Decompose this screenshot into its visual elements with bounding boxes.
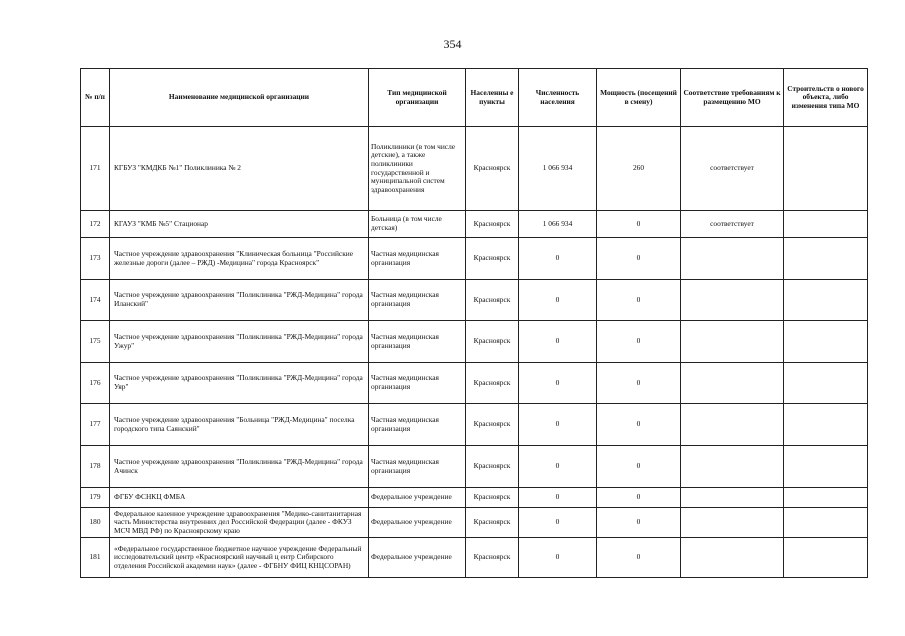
cell-construction: [784, 127, 868, 211]
medical-organizations-table: [80, 68, 868, 578]
cell-locality: Красноярск: [466, 404, 519, 446]
cell-population: 1 066 934: [519, 127, 597, 211]
cell-num: 171: [81, 127, 110, 211]
cell-type: Частная медицинская организация: [369, 238, 466, 280]
cell-compliance: [681, 280, 784, 321]
cell-name: ФГБУ ФСНКЦ ФМБА: [110, 488, 369, 508]
header-locality: Населенны е пункты: [466, 69, 519, 127]
cell-capacity: 0: [597, 488, 681, 508]
header-row: [81, 69, 868, 127]
header-type: Тип медицинской организации: [369, 69, 466, 127]
cell-population: 0: [519, 321, 597, 363]
cell-compliance: [681, 238, 784, 280]
cell-locality: Красноярск: [466, 363, 519, 404]
header-compliance: Соответствие требованиям к размещению МО: [681, 69, 784, 127]
cell-population: 0: [519, 508, 597, 538]
cell-name: Частное учреждение здравоохранения "Поликлиника "РЖД-Медицина" города Ачинск: [110, 446, 369, 488]
table-row: [81, 280, 868, 321]
cell-name: КГАУЗ "КМБ №5" Стационар: [110, 211, 369, 238]
cell-type: Федеральное учреждение: [369, 488, 466, 508]
header-num: № п/п: [81, 69, 110, 127]
cell-name: Частное учреждение здравоохранения "Поликлиника "РЖД-Медицина" города Иланский": [110, 280, 369, 321]
cell-num: 173: [81, 238, 110, 280]
cell-type: Федеральное учреждение: [369, 538, 466, 578]
table-row: [81, 238, 868, 280]
header-population: Численность населения: [519, 69, 597, 127]
cell-name: Частное учреждение здравоохранения "Клиническая больница "Российские железные дороги (далее – РЖД) -Медицина" города Красноярск": [110, 238, 369, 280]
cell-locality: Красноярск: [466, 538, 519, 578]
cell-type: Поликлиники (в том числе детские), а также поликлиники государственной и муниципальной систем здравоохранения: [369, 127, 466, 211]
cell-capacity: 0: [597, 321, 681, 363]
cell-construction: [784, 488, 868, 508]
cell-num: 176: [81, 363, 110, 404]
cell-population: 0: [519, 280, 597, 321]
cell-type: Больница (в том числе детская): [369, 211, 466, 238]
cell-compliance: [681, 363, 784, 404]
cell-capacity: 0: [597, 538, 681, 578]
cell-population: 0: [519, 446, 597, 488]
cell-num: 181: [81, 538, 110, 578]
cell-compliance: [681, 488, 784, 508]
cell-num: 180: [81, 508, 110, 538]
cell-num: 177: [81, 404, 110, 446]
cell-capacity: 0: [597, 363, 681, 404]
header-name: Наименование медицинской организации: [110, 69, 369, 127]
cell-name: Федеральное казенное учреждение здравоохранения "Медико-санитанитарная часть Министерства внутренних дел Российской Федерации (далее - ФКУЗ МСЧ МВД РФ) по Красноярскому краю: [110, 508, 369, 538]
cell-num: 172: [81, 211, 110, 238]
cell-type: Частная медицинская организация: [369, 280, 466, 321]
cell-capacity: 0: [597, 280, 681, 321]
cell-construction: [784, 280, 868, 321]
table-row: [81, 404, 868, 446]
cell-type: Частная медицинская организация: [369, 446, 466, 488]
cell-name: Частное учреждение здравоохранения "Больница "РЖД-Медицина" поселка городского типа Саянский": [110, 404, 369, 446]
cell-locality: Красноярск: [466, 508, 519, 538]
cell-compliance: [681, 508, 784, 538]
cell-construction: [784, 238, 868, 280]
table-row: [81, 363, 868, 404]
cell-compliance: соответствует: [681, 127, 784, 211]
page-number: 354: [443, 37, 462, 51]
cell-construction: [784, 321, 868, 363]
cell-locality: Красноярск: [466, 211, 519, 238]
cell-compliance: [681, 321, 784, 363]
table-row: [81, 211, 868, 238]
cell-name: «Федеральное государственное бюджетное научное учреждение Федеральный исследовательский центр «Красноярский научный ц ентр Сибирского отделения Российской академии наук» (далее - ФГБНУ ФИЦ КНЦСОРАН): [110, 538, 369, 578]
cell-construction: [784, 211, 868, 238]
table-row: [81, 321, 868, 363]
cell-capacity: 0: [597, 508, 681, 538]
cell-population: 0: [519, 363, 597, 404]
cell-compliance: [681, 538, 784, 578]
cell-locality: Красноярск: [466, 280, 519, 321]
cell-type: Частная медицинская организация: [369, 321, 466, 363]
header-construction: Строительств о нового объекта, либо изменения типа МО: [784, 69, 868, 127]
cell-name: Частное учреждение здравоохранения "Поликлиника "РЖД-Медицина" города Уяр": [110, 363, 369, 404]
cell-population: 0: [519, 538, 597, 578]
cell-num: 179: [81, 488, 110, 508]
cell-capacity: 0: [597, 211, 681, 238]
cell-construction: [784, 363, 868, 404]
cell-locality: Красноярск: [466, 488, 519, 508]
cell-name: КГБУЗ "КМДКБ №1" Поликлиника № 2: [110, 127, 369, 211]
header-capacity: Мощность (посещений в смену): [597, 69, 681, 127]
cell-compliance: [681, 404, 784, 446]
cell-locality: Красноярск: [466, 446, 519, 488]
cell-compliance: [681, 446, 784, 488]
table-row: [81, 488, 868, 508]
cell-num: 175: [81, 321, 110, 363]
table-row: [81, 446, 868, 488]
table-row: [81, 508, 868, 538]
table-row: [81, 538, 868, 578]
cell-locality: Красноярск: [466, 238, 519, 280]
cell-population: 0: [519, 488, 597, 508]
cell-locality: Красноярск: [466, 127, 519, 211]
cell-num: 178: [81, 446, 110, 488]
cell-capacity: 0: [597, 238, 681, 280]
cell-construction: [784, 508, 868, 538]
cell-type: Частная медицинская организация: [369, 404, 466, 446]
cell-population: 0: [519, 238, 597, 280]
cell-construction: [784, 538, 868, 578]
cell-type: Федеральное учреждение: [369, 508, 466, 538]
cell-compliance: соответствует: [681, 211, 784, 238]
cell-population: 1 066 934: [519, 211, 597, 238]
cell-population: 0: [519, 404, 597, 446]
cell-capacity: 0: [597, 446, 681, 488]
cell-name: Частное учреждение здравоохранения "Поликлиника "РЖД-Медицина" города Ужур": [110, 321, 369, 363]
cell-capacity: 0: [597, 404, 681, 446]
table-row: [81, 127, 868, 211]
cell-num: 174: [81, 280, 110, 321]
cell-construction: [784, 404, 868, 446]
cell-capacity: 260: [597, 127, 681, 211]
cell-construction: [784, 446, 868, 488]
cell-locality: Красноярск: [466, 321, 519, 363]
cell-type: Частная медицинская организация: [369, 363, 466, 404]
